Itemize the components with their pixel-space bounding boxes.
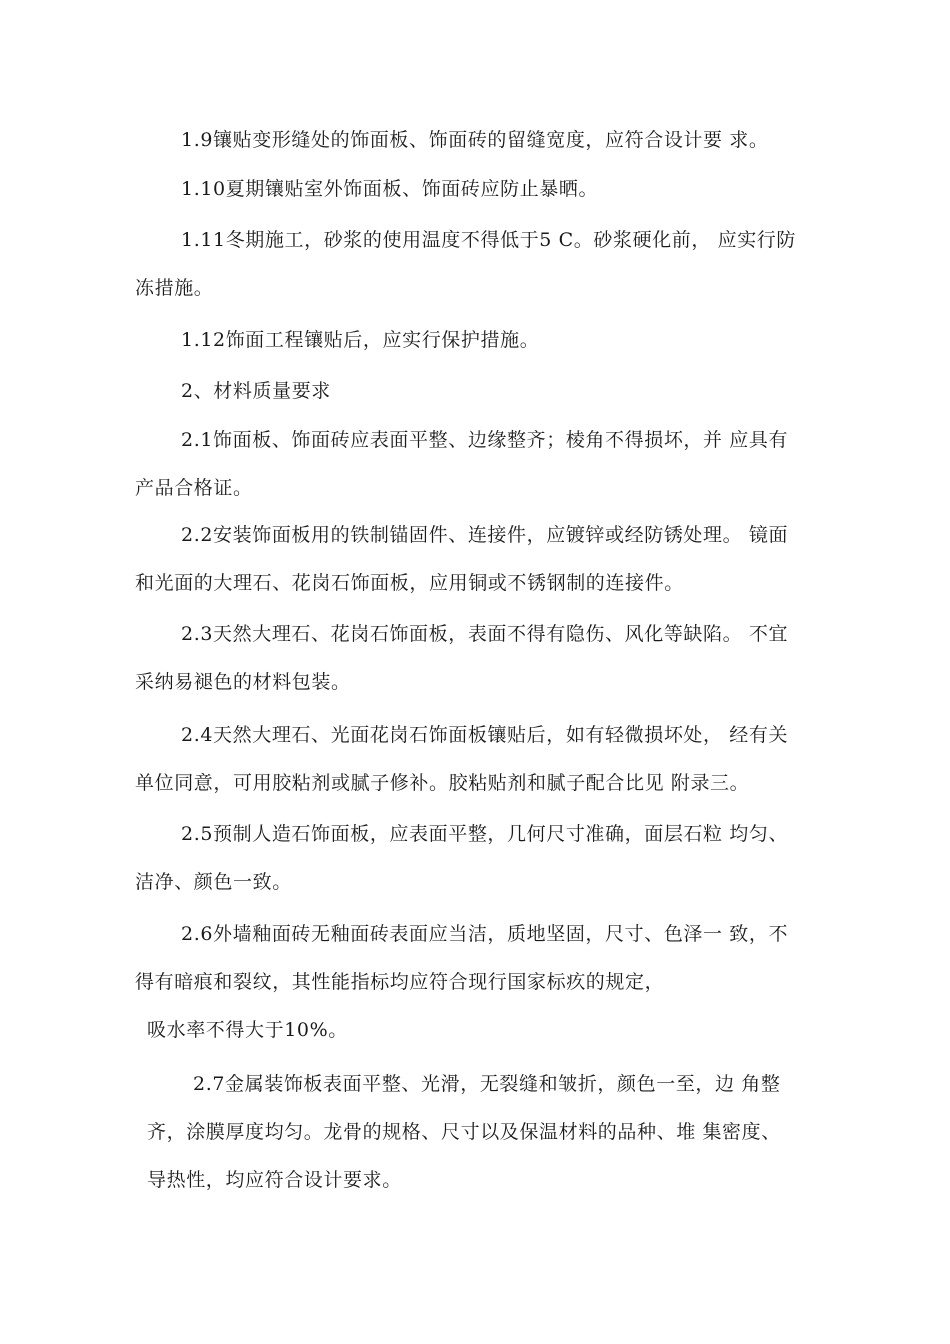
paragraph-line: 产品合格证。 [135,477,253,499]
paragraph-line: 采纳易褪色的材料包装。 [135,671,351,693]
paragraph-2-2 [135,511,825,607]
paragraph-2-6 [135,910,825,1054]
paragraph-line: 和光面的大理石、花岗石饰面板，应用铜或不锈钢制的连接件。 [135,572,684,594]
paragraph-line: 1.12饰面工程镶贴后，应实行保护措施。 [181,329,540,351]
paragraph-2-5 [135,810,825,906]
section-heading-text: 2、材料质量要求 [181,380,331,402]
paragraph-2-1 [135,416,825,512]
paragraph-line: 洁净、颜色一致。 [135,871,292,893]
paragraph-line: 1.11冬期施工，砂浆的使用温度不得低于5 C。砂浆硬化前， 应实行防 [181,229,797,251]
paragraph-line: 2.7金属装饰板表面平整、光滑，无裂缝和皱折，颜色一至，边 角整 [193,1073,781,1095]
paragraph-1-12 [135,316,825,364]
paragraph-1-11 [135,216,825,312]
paragraph-line: 2.4天然大理石、光面花岗石饰面板镶贴后，如有轻微损坏处， 经有关 [181,724,789,746]
paragraph-line: 2.1饰面板、饰面砖应表面平整、边缘整齐；棱角不得损坏，并 应具有 [181,429,789,451]
paragraph-line: 导热性，均应符合设计要求。 [147,1169,402,1191]
paragraph-line: 齐，涂膜厚度均匀。龙骨的规格、尺寸以及保温材料的品种、堆 集密度、 [147,1121,781,1143]
paragraph-line: 2.3天然大理石、花岗石饰面板，表面不得有隐伤、风化等缺陷。 不宜 [181,623,789,645]
paragraph-1-10 [135,165,825,213]
paragraph-1-9 [135,116,825,164]
paragraph-line: 单位同意，可用胶粘剂或腻子修补。胶粘贴剂和腻子配合比见 附录三。 [135,772,750,794]
paragraph-line: 1.10夏期镶贴室外饰面板、饰面砖应防止暴晒。 [181,178,599,200]
section-heading-material-quality [135,367,825,415]
paragraph-line: 吸水率不得大于10%。 [147,1019,348,1041]
paragraph-line: 得有暗痕和裂纹，其性能指标均应符合现行国家标疚的规定， [135,971,665,993]
paragraph-line: 2.6外墙釉面砖无釉面砖表面应当洁，质地坚固，尺寸、色泽一 致，不 [181,923,789,945]
paragraph-line: 2.2安装饰面板用的铁制锚固件、连接件，应镀锌或经防锈处理。 镜面 [181,524,789,546]
paragraph-2-3 [135,610,825,706]
paragraph-line: 2.5预制人造石饰面板，应表面平整，几何尺寸准确，面层石粒 均匀、 [181,823,789,845]
paragraph-2-7 [135,1060,825,1204]
paragraph-line: 冻措施。 [135,277,214,299]
paragraph-line: 1.9镶贴变形缝处的饰面板、饰面砖的留缝宽度，应符合设计要 求。 [181,129,769,151]
paragraph-2-4 [135,711,825,807]
